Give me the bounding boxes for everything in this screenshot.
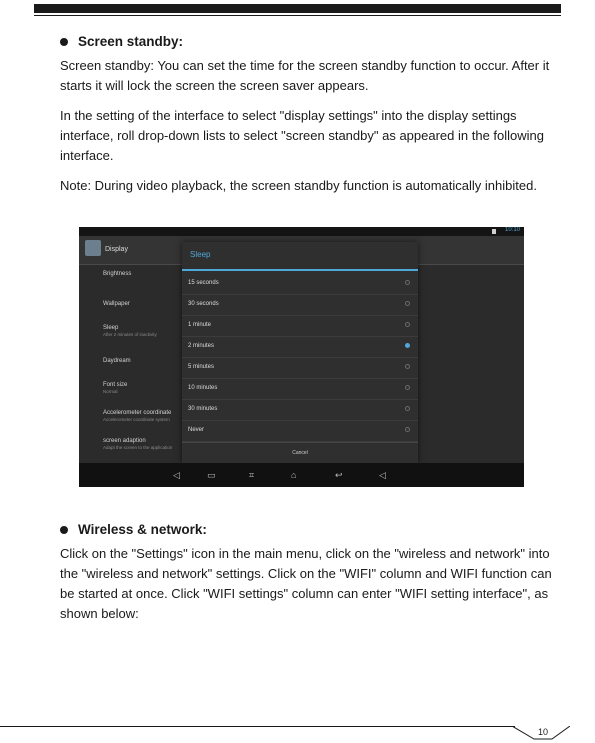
back-icon[interactable]: ↩: [335, 470, 343, 480]
setting-sleep[interactable]: Sleep After 2 minutes of inactivity: [103, 325, 157, 337]
radio-unchecked-icon[interactable]: [405, 280, 410, 285]
page-number: 10: [538, 727, 549, 737]
sleep-option[interactable]: [182, 294, 418, 316]
paragraph-wireless-steps: Click on the "Settings" icon in the main menu, click on the "wireless and network" into the "wireless and network" settings. Click on the "WIFI" column and WIFI function can be started at once. Click "WIFI settings" column can enter "WIFI setting interface", as shown below:: [60, 546, 552, 621]
sleep-option-label: 2 minutes: [188, 343, 215, 349]
radio-unchecked-icon[interactable]: [405, 364, 410, 369]
radio-unchecked-icon[interactable]: [405, 427, 410, 432]
radio-checked-icon[interactable]: [405, 343, 410, 348]
sleep-option-label: 15 seconds: [188, 280, 219, 286]
display-settings-screenshot: [79, 227, 524, 487]
paragraph-standby-note: Note: During video playback, the screen standby function is automatically inhibited.: [60, 178, 537, 193]
sleep-option[interactable]: [182, 378, 418, 400]
navigation-bar: [79, 463, 524, 487]
battery-icon: [492, 229, 496, 234]
bullet-icon: [60, 526, 68, 534]
sleep-option-label: 1 minute: [188, 322, 212, 328]
setting-brightness[interactable]: Brightness: [103, 271, 132, 277]
volume-up-icon[interactable]: ◁: [379, 470, 386, 480]
sleep-option-label: 10 minutes: [188, 385, 218, 391]
sleep-option[interactable]: [182, 273, 418, 295]
settings-app-icon: [85, 240, 101, 256]
setting-accelerometer[interactable]: Accelerometer coordinate Accelerometer coordinate system: [103, 410, 172, 422]
recent-apps-icon[interactable]: ▭: [207, 470, 216, 480]
sleep-dialog: [182, 242, 418, 463]
footer-rule: [0, 726, 515, 727]
action-bar-title: Display: [105, 246, 128, 253]
header-rule-thin: [34, 15, 561, 16]
header-rule-thick: [34, 4, 561, 13]
section-heading-wireless: Wireless & network:: [60, 522, 207, 537]
bullet-icon: [60, 38, 68, 46]
sleep-option-label: 30 seconds: [188, 301, 219, 307]
sleep-option-label: 30 minutes: [188, 406, 218, 412]
radio-unchecked-icon[interactable]: [405, 322, 410, 327]
dialog-title-divider: [182, 269, 418, 271]
radio-unchecked-icon[interactable]: [405, 301, 410, 306]
radio-unchecked-icon[interactable]: [405, 385, 410, 390]
setting-screen-adaption[interactable]: screen adaption Adapt the screen to the application: [103, 438, 173, 450]
setting-font-size[interactable]: Font size Normal: [103, 382, 128, 394]
sleep-option[interactable]: [182, 336, 418, 358]
setting-wallpaper[interactable]: Wallpaper: [103, 301, 130, 307]
section-heading-screen-standby: Screen standby:: [60, 34, 183, 49]
sleep-option[interactable]: [182, 399, 418, 421]
paragraph-standby-intro: Screen standby: You can set the time for the screen standby function to occur. After it starts it will lock the screen the screen saver appears.: [60, 58, 550, 93]
setting-daydream[interactable]: Daydream: [103, 358, 131, 364]
screenshot-icon[interactable]: ⌗: [249, 470, 255, 480]
cancel-button[interactable]: Cancel: [182, 442, 418, 464]
sleep-option[interactable]: [182, 315, 418, 337]
sleep-option-label: Never: [188, 427, 205, 433]
sleep-option[interactable]: [182, 357, 418, 379]
radio-unchecked-icon[interactable]: [405, 406, 410, 411]
status-bar: [79, 227, 524, 236]
home-icon[interactable]: ⌂: [291, 470, 297, 480]
status-time: 10:10: [504, 227, 520, 233]
sleep-option[interactable]: [182, 420, 418, 442]
sleep-option-label: 5 minutes: [188, 364, 215, 370]
volume-down-icon[interactable]: ◁: [173, 470, 180, 480]
paragraph-standby-steps: In the setting of the interface to select "display settings" into the display settings interface, roll drop-down lists to select "screen standby" as appeared in the following interface.: [60, 108, 544, 163]
sleep-dialog-title: Sleep: [190, 250, 211, 259]
